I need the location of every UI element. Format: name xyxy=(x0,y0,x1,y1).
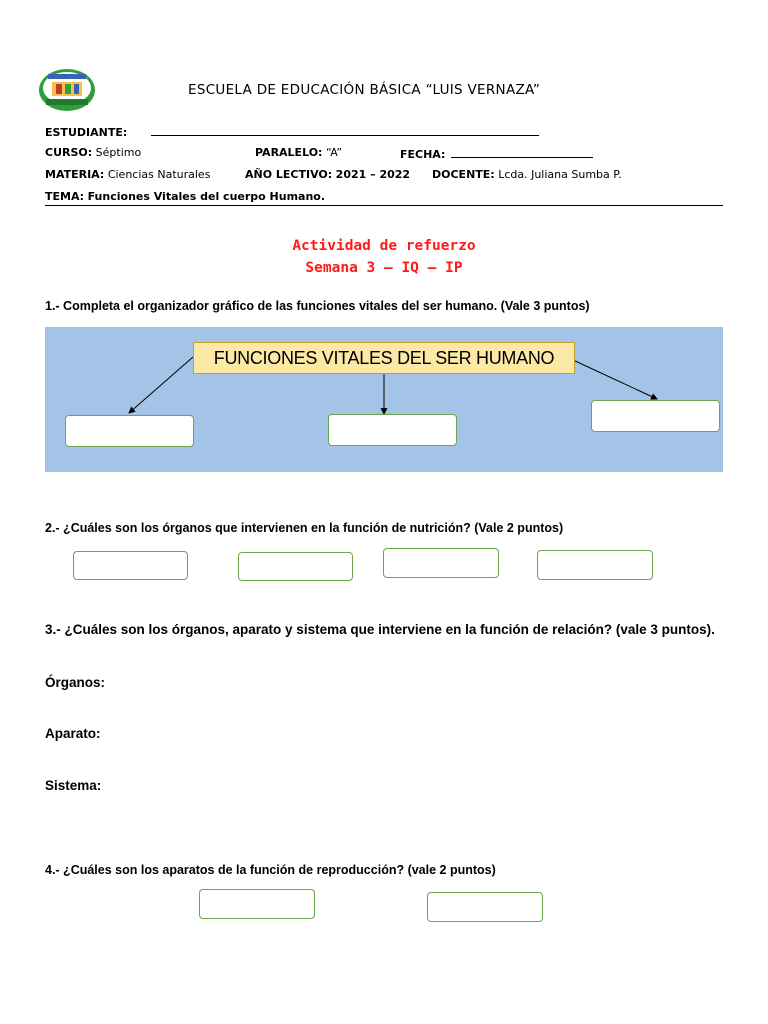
date-label: FECHA: xyxy=(400,148,446,161)
organizer-answer-box-3[interactable] xyxy=(591,400,720,432)
topic-value: Funciones Vitales del cuerpo Humano. xyxy=(87,190,326,203)
organs-label: Órganos: xyxy=(45,675,106,690)
date-field xyxy=(400,146,593,161)
header-divider xyxy=(45,205,723,206)
topic-label: TEMA: xyxy=(45,190,85,203)
question-1: 1.- Completa el organizador gráfico de las funciones vitales del ser humano. (Vale 3 puntos) xyxy=(45,299,590,313)
system-label: Sistema: xyxy=(45,778,102,793)
parallel-field xyxy=(255,146,342,159)
activity-title: Actividad de refuerzo xyxy=(292,238,476,254)
school-name: ESCUELA DE EDUCACIÓN BÁSICA “LUIS VERNAZA” xyxy=(188,82,541,98)
organizer-answer-box-2[interactable] xyxy=(328,414,457,446)
teacher-label: DOCENTE: xyxy=(432,168,495,181)
year-value: 2021 – 2022 xyxy=(335,168,411,181)
nutrition-answer-box-3[interactable] xyxy=(383,548,499,578)
topic-row xyxy=(45,190,325,203)
school-logo xyxy=(38,68,96,112)
subject-row xyxy=(45,168,210,181)
reproduction-answer-box-1[interactable] xyxy=(199,889,315,919)
parallel-value: “A” xyxy=(325,146,343,159)
year-field xyxy=(245,168,410,181)
question-3: 3.- ¿Cuáles son los órganos, aparato y sistema que interviene en la función de relación? (vale 3 puntos). xyxy=(45,622,715,637)
teacher-value: Lcda. Juliana Sumba P. xyxy=(498,168,622,181)
organizer-title: FUNCIONES VITALES DEL SER HUMANO xyxy=(193,342,575,374)
subject-value: Ciencias Naturales xyxy=(107,168,211,181)
year-label: AÑO LECTIVO: xyxy=(245,168,333,181)
reproduction-answer-box-2[interactable] xyxy=(427,892,543,922)
organizer-answer-box-1[interactable] xyxy=(65,415,194,447)
nutrition-answer-box-1[interactable] xyxy=(73,551,188,580)
course-value: Séptimo xyxy=(95,146,142,159)
apparatus-label: Aparato: xyxy=(45,726,101,741)
student-label: ESTUDIANTE: xyxy=(45,126,128,139)
question-4: 4.- ¿Cuáles son los aparatos de la función de reproducción? (vale 2 puntos) xyxy=(45,863,496,877)
course-row xyxy=(45,146,141,159)
student-row xyxy=(45,124,539,139)
nutrition-answer-box-4[interactable] xyxy=(537,550,653,580)
teacher-field xyxy=(432,168,622,181)
parallel-label: PARALELO: xyxy=(255,146,323,159)
activity-subtitle: Semana 3 – IQ – IP xyxy=(305,260,463,276)
student-name-line[interactable] xyxy=(151,124,539,136)
subject-label: MATERIA: xyxy=(45,168,105,181)
question-2: 2.- ¿Cuáles son los órganos que intervienen en la función de nutrición? (Vale 2 puntos) xyxy=(45,521,564,535)
date-line[interactable] xyxy=(451,146,593,158)
course-label: CURSO: xyxy=(45,146,93,159)
nutrition-answer-box-2[interactable] xyxy=(238,552,353,581)
